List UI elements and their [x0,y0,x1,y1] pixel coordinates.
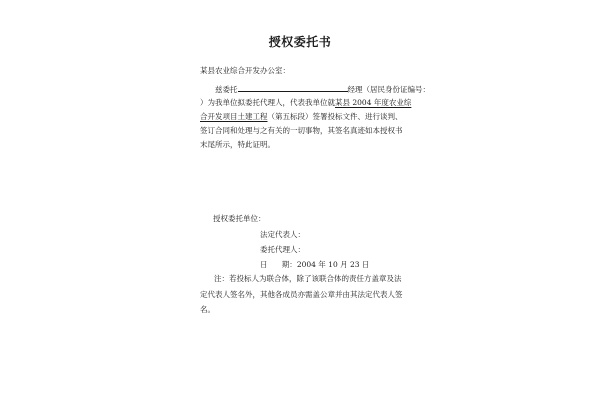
body-line-3 [200,112,403,121]
project-name-part-2: 合开发项目土建工程 [200,112,268,121]
body-line-1-end: 经理（居民身份证编号： [347,85,430,94]
body-line-1-start: 兹委托 [215,85,238,94]
note-line-3: 名。 [200,305,215,314]
date-value: 2004 年 10 月 23 日 [296,260,370,269]
document-title: 授权委托书 [268,35,332,49]
body-line-3-end: （第五标段）签署投标文件、进行谈判、 [267,112,403,121]
addressee: 某县农业综合开发办公室： [200,66,290,75]
body-line-5: 末尾所示，特此证明。 [200,140,275,149]
note-line-2: 定代表人签名外，其他各成员亦需盖公章并由其法定代表人签 [200,290,403,299]
note-line-1: 注：若投标人为联合体，除了该联合体的责任方盖章及法 [214,274,402,283]
legal-representative-label: 法定代表人： [260,230,305,239]
project-name-part-1: 某县 2004 年度农业综 [335,98,412,107]
body-line-1 [215,84,430,94]
date-line [260,260,369,269]
body-line-2 [200,98,411,107]
body-line-4: 签订合同和处理与之有关的一切事物，其签名真迹如本授权书 [200,126,403,135]
agent-label: 委托代理人： [260,245,305,254]
date-label: 日 期： [260,260,297,269]
body-line-2-start: ）为我单位拟委托代理人，代表我单位就 [200,98,335,107]
name-blank [238,84,348,92]
authorizing-unit-label: 授权委托单位： [213,214,266,223]
